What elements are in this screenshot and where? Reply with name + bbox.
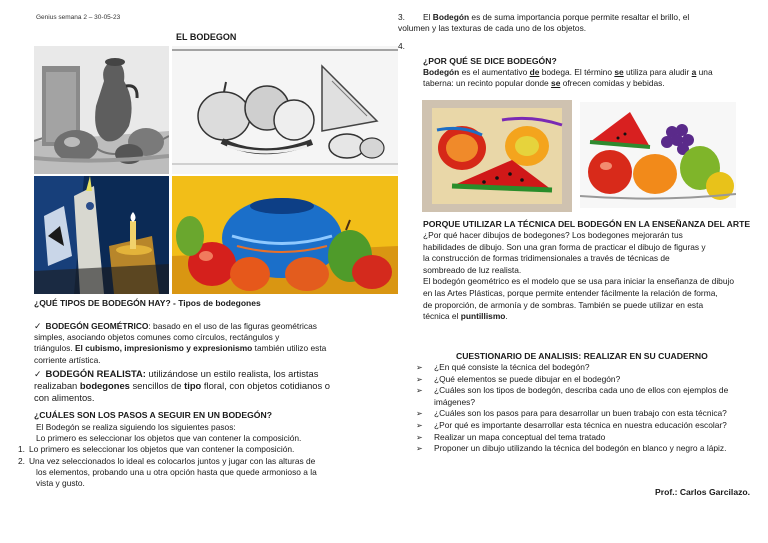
item-4-num: 4. [398,41,405,51]
why-heading: ¿POR QUÉ SE DICE BODEGÓN? [423,56,557,66]
technique-block [423,230,763,323]
list-item [410,385,765,408]
question-text: ¿Cuáles son los tipos de bodegón, describa cada uno de ellos con ejemplos de [434,385,729,396]
arrow-bullet-icon: ➢ [416,363,423,372]
arrow-bullet-icon: ➢ [416,409,423,419]
signature: Prof.: Carlos Garcilazo. [655,487,751,497]
question-list [410,362,765,455]
step-2-line-2: los elementos, probando una u otra opción hasta que quede armonioso a la [36,466,317,477]
realistic-line-2d: tipo [184,380,202,391]
why-d: bodega. El término [539,67,615,77]
realistic-type-block [34,368,374,404]
questionnaire-heading: CUESTIONARIO DE ANALISIS: REALIZAR EN SU CUADERNO [456,351,708,361]
item-3a: El [423,12,433,22]
item-3-num: 3. [398,12,405,22]
technique-line: habilidades de dibujo. Son una gran forma de practicar el dibujo de figuras y [423,241,706,252]
arrow-bullet-icon: ➢ [416,444,423,454]
question-text: ¿En qué consiste la técnica del bodegón? [434,362,590,372]
technique-line: El bodegón geométrico es el modelo que se usa para iniciar la enseñanza de dibujo [423,276,735,287]
steps-heading: ¿CUÁLES SON LOS PASOS A SEGUIR EN UN BODEGÓN? [34,410,272,420]
question-text: Proponer un dibujo utilizando la técnica del bodegón en blanco y negro a lápiz. [434,443,727,454]
step-2-num: 2. [18,455,25,466]
list-item [410,432,765,444]
why-line-2a: taberna: un recinto popular donde [423,78,552,89]
realistic-text: utilizándose un estilo realista, los artistas [145,368,319,379]
technique-line: de proporción, de armonía y de sombras. También se puede utilizar en esta [423,299,704,310]
steps-block [18,422,374,489]
geometric-line-3a: triángulos. [34,343,75,354]
realistic-line-2a: realizaban [34,380,80,391]
geometric-line-4: corriente artística. [34,354,101,365]
list-item [410,362,765,374]
why-g: a [691,67,697,77]
why-line-2b: se [551,78,561,89]
realistic-line-3: con alimentos. [34,392,95,403]
checkmark-icon: ✓ [34,321,42,331]
geometric-type-block [34,321,369,366]
question-text: ¿Cuáles son los pasos para para desarrollar un buen trabajo con esta técnica? [434,408,727,419]
realistic-line-2c: sencillos de [129,380,185,391]
geometric-line-3b: El cubismo, impresionismo y expresionismo [74,343,253,354]
realistic-title: BODEGÓN REALISTA: [45,368,146,379]
step-1-num: 1. [18,444,25,455]
list-item [410,443,765,455]
step-1 [18,444,358,455]
why-b: es el aumentativo [459,67,530,77]
why-e: se [614,67,624,77]
why-line-2c: ofrecen comidas y bebidas. [560,78,665,89]
step-2-line-3: vista y gusto. [36,478,85,489]
technique-line: en las Artes Plásticas, porque permite entender fácilmente la relación de forma, [423,287,718,298]
technique-last-a: técnica el [423,311,461,322]
steps-intro-2: Lo primero es seleccionar los objetos que van contener la composición. [36,433,302,444]
pencil-fruit-drawing [172,46,398,174]
item-3c: es de suma importancia porque permite resaltar el brillo, el [469,12,690,22]
item-3b: Bodegón [432,12,470,22]
why-c: de [529,67,540,77]
steps-intro-1: El Bodegón se realiza siguiendo los siguientes pasos: [36,422,236,432]
technique-line: sombreado de luz realista. [423,264,522,275]
list-item [410,374,765,386]
page-title: EL BODEGON [176,32,237,42]
step-2-text: Una vez seleccionados lo ideal es colocarlos juntos y jugar con las alturas de [29,455,316,466]
question-text: Realizar un mapa conceptual del tema tratado [434,431,606,442]
technique-last-c: . [505,311,508,322]
geometric-title: BODEGÓN GEOMÉTRICO [45,321,149,331]
item-3-block [398,12,758,34]
arrow-bullet-icon: ➢ [416,432,423,442]
arrow-bullet-icon: ➢ [416,374,423,384]
arrow-bullet-icon: ➢ [416,386,423,396]
charcoal-still-life-drawing [34,46,169,174]
realistic-line-2e: floral, con objetos cotidianos o [201,380,331,391]
why-h: una [696,67,713,77]
fruit-bowl-painting [580,102,736,208]
question-text-cont: imágenes? [434,396,475,407]
technique-line: ¿Por qué hacer dibujos de bodegones? Los bodegones mejorarán tus [423,230,683,240]
technique-line: la construcción de formas tridimensionales a través de técnicas de [423,253,670,264]
question-text: ¿Qué elementos se puede dibujar en el bodegón? [434,373,621,384]
date-label: Genius semana 2 – 30-05-23 [36,14,121,21]
why-a: Bodegón [423,67,460,77]
why-f: utiliza para aludir [623,67,692,77]
list-item [410,408,765,420]
question-text: ¿Por qué es importante desarrollar esta técnica en nuestra educación escolar? [434,419,727,430]
geometric-line-3c: también utilizo esta [252,343,327,354]
item-3-line-2: volumen y las texturas de cada uno de los objetos. [398,23,587,34]
why-block [423,67,763,89]
realistic-fruit-and-vase-painting [172,176,398,294]
technique-last-b: puntillismo [460,311,506,322]
colored-watermelon-drawing [422,100,572,212]
list-item [410,420,765,432]
checkmark-icon-2: ✓ [34,369,42,379]
technique-heading: PORQUE UTILIZAR LA TÉCNICA DEL BODEGÓN EN LA ENSEÑANZA DEL ARTE [423,219,751,229]
cubist-still-life-painting [34,176,169,294]
types-heading: ¿QUÉ TIPOS DE BODEGÓN HAY? - Tipos de bodegones [34,298,261,308]
arrow-bullet-icon: ➢ [416,420,423,430]
step-1-text: Lo primero es seleccionar los objetos que van contener la composición. [29,444,295,455]
geometric-line-2: simples, asociando objetos comunes como círculos, rectángulos y [34,332,280,343]
step-2 [18,456,358,467]
geometric-text: : basado en el uso de las figuras geométricas [148,321,317,331]
realistic-line-2b: bodegones [79,380,130,391]
